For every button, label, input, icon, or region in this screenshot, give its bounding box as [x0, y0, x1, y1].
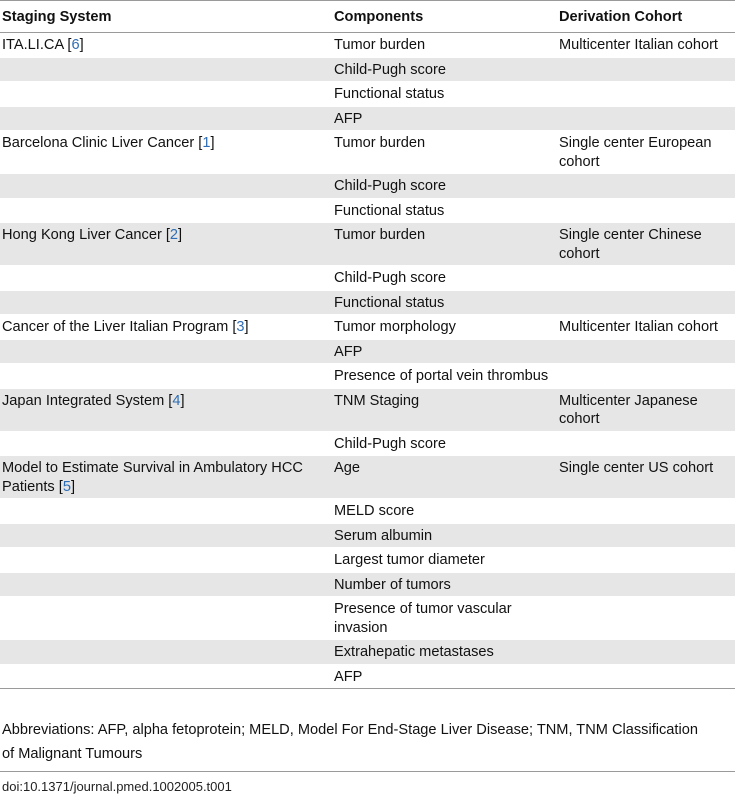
- reference-bracket-close: ]: [180, 392, 185, 409]
- table-row: [0, 640, 735, 665]
- component-cell: TNM Staging: [334, 392, 420, 409]
- table-row: [0, 57, 735, 82]
- table-body: [0, 33, 735, 689]
- derivation-cohort-cell: [557, 597, 735, 640]
- derivation-cohort-cell: [557, 198, 735, 223]
- staging-system-cell: [0, 548, 332, 573]
- table-row: [0, 198, 735, 223]
- derivation-cohort-cell: Multicenter Italian cohort: [559, 319, 718, 335]
- derivation-cohort-cell: [557, 106, 735, 131]
- staging-system-name: Cancer of the Liver Italian Program [: [2, 319, 237, 335]
- component-cell: AFP: [334, 668, 363, 685]
- reference-link[interactable]: 3: [236, 319, 245, 335]
- table-row: [0, 315, 735, 340]
- staging-system-name: Model to Estimate Survival in Ambulatory HCC Patients [: [2, 460, 303, 495]
- derivation-cohort-cell: [557, 640, 735, 665]
- table-row: [0, 499, 735, 524]
- staging-system-cell: [0, 364, 332, 389]
- component-cell: AFP: [334, 110, 363, 127]
- component-cell: Number of tumors: [334, 576, 451, 593]
- component-cell: Presence of portal vein thrombus: [334, 368, 549, 384]
- derivation-cohort-cell: [557, 82, 735, 107]
- table-row: [0, 33, 735, 58]
- reference-link[interactable]: 4: [172, 392, 181, 409]
- component-cell: AFP: [334, 343, 363, 360]
- component-cell: Age: [334, 460, 360, 476]
- derivation-cohort-cell: [557, 664, 735, 689]
- staging-system-cell: [0, 106, 332, 131]
- component-cell: Tumor burden: [334, 37, 426, 53]
- table-row: [0, 597, 735, 640]
- derivation-cohort-cell: [557, 266, 735, 291]
- derivation-cohort-cell: Single center Chinese cohort: [559, 227, 702, 262]
- table-row: [0, 548, 735, 573]
- staging-system-cell: [0, 431, 332, 456]
- reference-link[interactable]: 6: [71, 37, 80, 53]
- derivation-cohort-cell: [557, 431, 735, 456]
- component-cell: Child-Pugh score: [334, 178, 446, 194]
- derivation-cohort-cell: Single center European cohort: [559, 135, 712, 170]
- staging-system-cell: [0, 223, 332, 266]
- component-cell: Largest tumor diameter: [334, 552, 485, 568]
- derivation-cohort-cell: [557, 339, 735, 364]
- staging-system-name: Hong Kong Liver Cancer [: [2, 227, 170, 243]
- abbreviations-footnote: Abbreviations: AFP, alpha fetoprotein; MELD, Model For End-Stage Liver Disease; TNM, TNM Classification of Malignant Tumours: [2, 722, 698, 762]
- derivation-cohort-cell: [557, 290, 735, 315]
- component-cell: MELD score: [334, 503, 415, 519]
- reference-bracket-close: ]: [79, 37, 84, 53]
- derivation-cohort-cell: Single center US cohort: [559, 460, 714, 476]
- table-row: [0, 223, 735, 266]
- component-cell: Tumor burden: [334, 135, 426, 151]
- reference-link[interactable]: 1: [202, 135, 211, 151]
- component-cell: Child-Pugh score: [334, 270, 446, 286]
- staging-system-name: Barcelona Clinic Liver Cancer [: [2, 135, 203, 151]
- table-row: [0, 290, 735, 315]
- component-cell: Functional status: [334, 86, 445, 102]
- staging-system-cell: [0, 664, 332, 689]
- staging-system-cell: [0, 499, 332, 524]
- staging-system-cell: [0, 33, 332, 58]
- table-row: [0, 664, 735, 689]
- derivation-cohort-cell: [557, 499, 735, 524]
- staging-system-cell: [0, 131, 332, 174]
- component-cell: Presence of tumor vascular invasion: [334, 601, 512, 636]
- staging-system-name: ITA.LI.CA [: [2, 37, 72, 53]
- table-row: [0, 388, 735, 431]
- staging-system-cell: [0, 266, 332, 291]
- staging-system-cell: [0, 82, 332, 107]
- staging-system-cell: [0, 339, 332, 364]
- header-row: [0, 1, 735, 33]
- table-row: [0, 364, 735, 389]
- header-derivation-cohort: Derivation Cohort: [559, 9, 683, 25]
- table-row: [0, 339, 735, 364]
- derivation-cohort-cell: [557, 174, 735, 199]
- staging-system-cell: [0, 174, 332, 199]
- table-row: [0, 131, 735, 174]
- table-row: [0, 572, 735, 597]
- staging-system-cell: [0, 572, 332, 597]
- derivation-cohort-cell: [557, 364, 735, 389]
- derivation-cohort-cell: Multicenter Italian cohort: [559, 37, 718, 53]
- reference-link[interactable]: 2: [169, 227, 179, 243]
- reference-bracket-close: ]: [210, 135, 215, 151]
- staging-system-cell: [0, 640, 332, 665]
- derivation-cohort-cell: [557, 57, 735, 82]
- component-cell: Tumor morphology: [334, 319, 456, 335]
- table-row: [0, 266, 735, 291]
- reference-bracket-close: ]: [244, 319, 249, 335]
- header-components: Components: [334, 9, 424, 25]
- doi-label: doi:10.1371/journal.pmed.1002005.t001: [2, 779, 232, 794]
- component-cell: Child-Pugh score: [334, 435, 446, 452]
- reference-link[interactable]: 5: [62, 478, 71, 495]
- reference-bracket-close: ]: [70, 478, 76, 495]
- table-row: [0, 106, 735, 131]
- staging-system-cell: [0, 57, 332, 82]
- table-row: [0, 431, 735, 456]
- component-cell: Functional status: [334, 202, 445, 219]
- staging-system-cell: [0, 315, 332, 340]
- staging-system-cell: [0, 597, 332, 640]
- footer-divider: [0, 771, 735, 772]
- staging-system-cell: [0, 388, 332, 431]
- staging-system-cell: [0, 456, 332, 499]
- component-cell: Extrahepatic metastases: [334, 644, 494, 660]
- component-cell: Child-Pugh score: [334, 61, 446, 78]
- component-cell: Serum albumin: [334, 527, 433, 544]
- staging-system-cell: [0, 290, 332, 315]
- derivation-cohort-cell: [557, 523, 735, 548]
- table-row: [0, 456, 735, 499]
- component-cell: Tumor burden: [334, 227, 426, 243]
- staging-system-cell: [0, 198, 332, 223]
- table-row: [0, 523, 735, 548]
- reference-bracket-close: ]: [178, 227, 183, 243]
- staging-system-cell: [0, 523, 332, 548]
- staging-system-name: Japan Integrated System [: [2, 392, 173, 409]
- derivation-cohort-cell: Multicenter Japanese cohort: [559, 392, 698, 427]
- table-row: [0, 174, 735, 199]
- table-header: [0, 1, 735, 33]
- header-staging-system: Staging System: [2, 9, 112, 25]
- derivation-cohort-cell: [557, 572, 735, 597]
- component-cell: Functional status: [334, 294, 445, 311]
- table-row: [0, 82, 735, 107]
- derivation-cohort-cell: [557, 548, 735, 573]
